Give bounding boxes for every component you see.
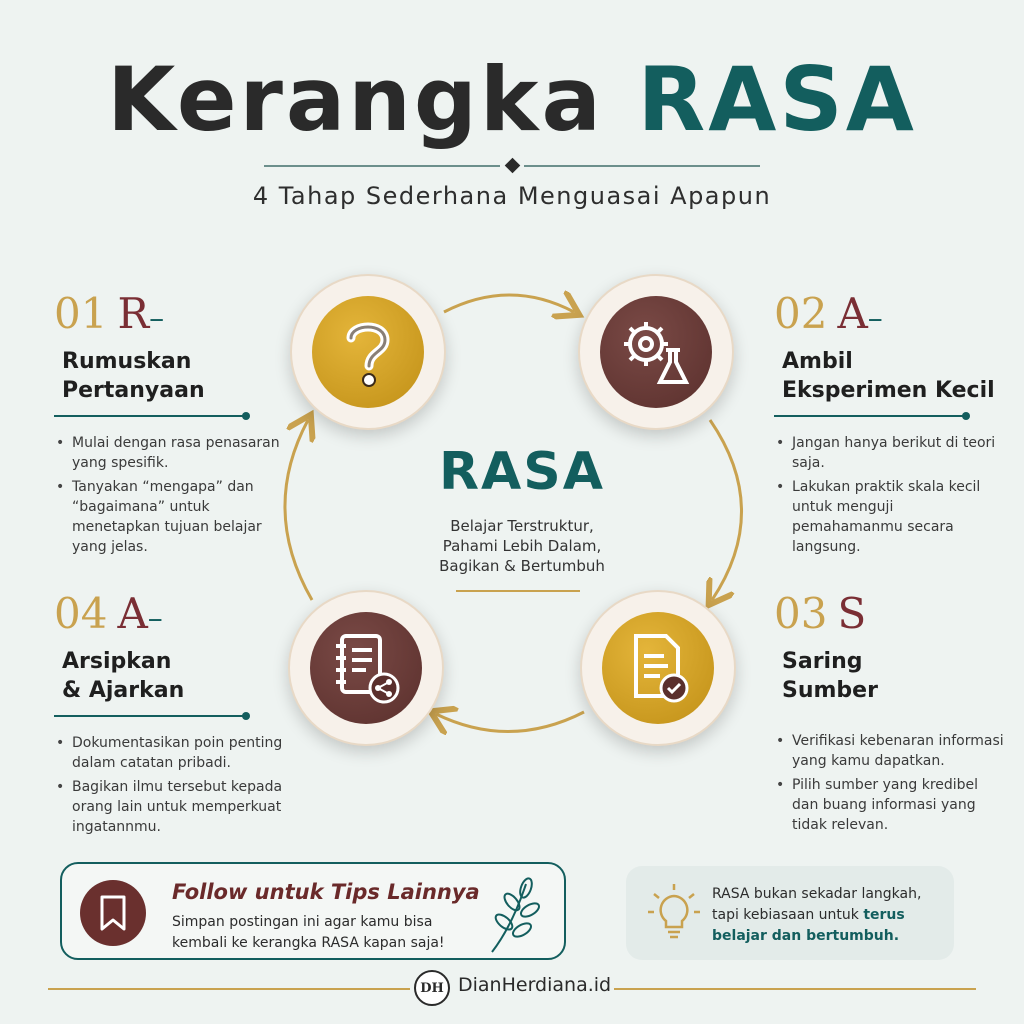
lightbulb-icon	[646, 882, 702, 944]
step-bullets	[774, 731, 1004, 835]
step-title: Ambil Eksperimen Kecil	[782, 349, 995, 403]
center-divider	[456, 590, 580, 592]
center-title: RASA	[439, 442, 605, 502]
title-accent: RASA	[637, 48, 917, 151]
step-bullets	[774, 433, 1004, 557]
list-item: • Pilih sumber yang kredibel dan buang informasi yang tidak relevan.	[774, 775, 1004, 835]
step-3-circle	[580, 590, 736, 746]
step-number: 02 A–	[774, 289, 883, 338]
step-title: Arsipkan & Ajarkan	[62, 649, 185, 703]
center-description: Belajar Terstruktur, Pahami Lebih Dalam, Bagikan & Bertumbuh	[439, 517, 605, 575]
step-number: 01 R–	[54, 289, 165, 338]
step-bullets	[54, 433, 284, 557]
bookmark-icon	[80, 880, 146, 946]
page-subtitle: 4 Tahap Sederhana Menguasai Apapun	[252, 182, 772, 210]
step-bullets	[54, 733, 284, 837]
step-title: Rumuskan Pertanyaan	[62, 349, 205, 403]
gear-flask-icon	[600, 296, 712, 408]
follow-text: Simpan postingan ini agar kamu bisa kembali ke kerangka RASA kapan saja!	[172, 914, 445, 951]
arrow-right	[710, 420, 742, 600]
step-2-circle	[578, 274, 734, 430]
brand-name[interactable]: DianHerdiana.id	[458, 974, 612, 996]
follow-title: Follow untuk Tips Lainnya	[172, 880, 480, 904]
step-4-circle	[288, 590, 444, 746]
quote-text: RASA bukan sekadar langkah, tapi kebiasaan untuk terus belajar dan bertumbuh.	[712, 886, 922, 944]
leaf-icon	[482, 876, 552, 956]
footer-line-left	[48, 988, 410, 990]
list-item: • Jangan hanya berikut di teori saja.	[774, 433, 1004, 473]
step-number: 04 A–	[54, 589, 163, 638]
list-item: • Mulai dengan rasa penasaran yang spesifik.	[54, 433, 284, 473]
step-number: 03 S	[774, 589, 867, 638]
arrow-top	[444, 295, 574, 312]
step-1-block	[54, 290, 284, 561]
page-title	[0, 48, 1024, 151]
question-mark-icon	[312, 296, 424, 408]
notebook-share-icon	[310, 612, 422, 724]
step-2-block	[774, 290, 1004, 561]
follow-card[interactable]	[60, 862, 566, 960]
list-item: • Dokumentasikan poin penting dalam catatan pribadi.	[54, 733, 284, 773]
step-rule	[54, 715, 246, 717]
quote-card	[626, 866, 954, 960]
list-item: • Tanyakan “mengapa” dan “bagaimana” untuk menetapkan tujuan belajar yang jelas.	[54, 477, 284, 557]
list-item: • Lakukan praktik skala kecil untuk menguji pemahamanmu secara langsung.	[774, 477, 1004, 557]
step-rule	[54, 415, 246, 417]
title-main: Kerangka	[107, 48, 604, 151]
arrow-left	[285, 420, 312, 600]
arrow-bottom	[436, 712, 584, 732]
footer-line-right	[614, 988, 976, 990]
title-divider-right	[524, 165, 760, 167]
step-title: Saring Sumber	[782, 649, 878, 703]
list-item: • Verifikasi kebenaran informasi yang kamu dapatkan.	[774, 731, 1004, 771]
brand-logo: DH	[414, 970, 450, 1006]
step-rule	[774, 415, 966, 417]
document-check-icon	[602, 612, 714, 724]
title-divider-left	[264, 165, 500, 167]
step-4-block	[54, 590, 284, 841]
divider-diamond	[505, 158, 521, 174]
step-3-block	[774, 590, 1004, 839]
list-item: • Bagikan ilmu tersebut kepada orang lain untuk memperkuat ingatannmu.	[54, 777, 284, 837]
step-1-circle	[290, 274, 446, 430]
